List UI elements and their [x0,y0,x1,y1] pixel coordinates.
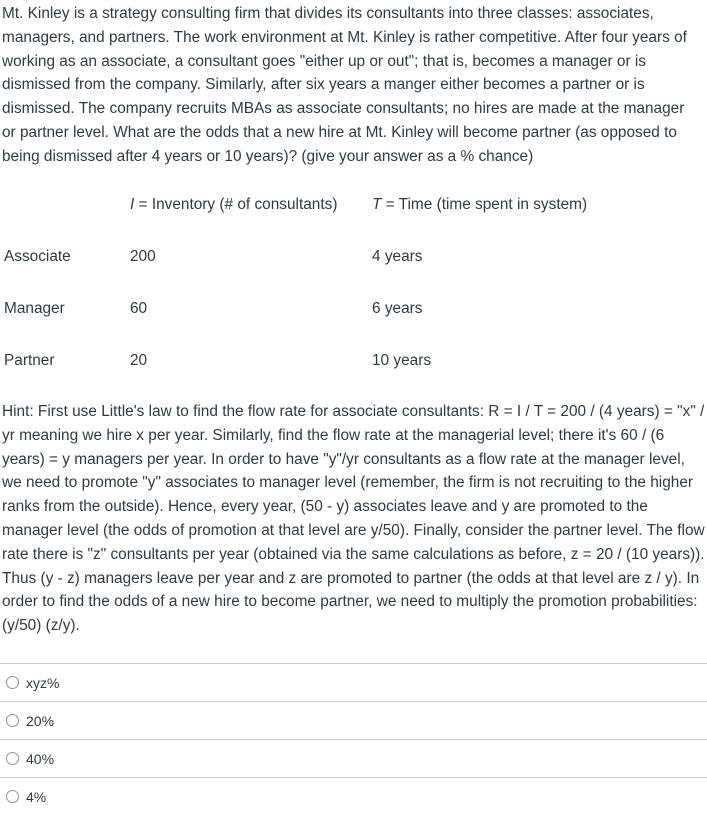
question-text: Mt. Kinley is a strategy consulting firm that divides its consultants into three classes: associates, managers, and partners. The work environment at Mt. Kinley is rather competitive. After four years of working as an associate, a consultant goes "either up or out"; that is, becomes a manager or is dismissed from the company. Similarly, after six years a manger either becomes a partner or is dismissed. The company recruits MBAs as associate consultants; no hires are made at the manager or partner level. What are the odds that a new hire at Mt. Kinley will become partner (as opposed to being dismissed after 4 years or 10 years)? (give your answer as a % chance) [2,5,687,165]
time-symbol: T [372,196,382,213]
answer-option-1[interactable] [0,663,707,701]
answer-option-2[interactable] [0,701,707,739]
table-row [2,348,702,374]
row-inventory: 60 [130,300,148,317]
data-table [2,192,702,369]
answer-label: 20% [26,712,55,729]
radio-button[interactable] [6,790,19,803]
header-inventory [130,192,337,218]
answer-label: xyz% [26,674,60,691]
row-time: 10 years [372,352,432,369]
row-time: 6 years [372,300,423,317]
row-level: Manager [4,300,65,317]
table-header [2,192,702,220]
answer-label: 40% [26,750,55,767]
time-description: = Time (time spent in system) [381,196,588,213]
row-level: Associate [4,248,71,265]
table-row [2,244,702,270]
inventory-description: = Inventory (# of consultants) [134,196,338,213]
row-inventory: 20 [130,352,148,369]
radio-button[interactable] [6,714,19,727]
hint-text: Hint: First use Little's law to find the flow rate for associate consultants: R = I / T = 200 / (4 years) = "x" / yr meaning we hire x per year. Similarly, find the flow rate at the managerial level; there it's 60 / (6 years) = y managers per year. In order to have "y"/yr consultants as a flow rate at the manager level, we need to promote "y" associates to manager level (remember, the firm is not recruiting to the higher ranks from the outside). Hence, every year, (50 - y) associates leave and y are promoted to the manager level (the odds of promotion at that level are y/50). Finally, consider the partner level. The flow rate there is "z" consultants per year (obtained via the same calculations as before, z = 20 / (10 years)). Thus (y - z) managers leave per year and z are promoted to partner (the odds at that level are z / y). In order to find the odds of a new hire to become partner, we need to multiply the promotion probabilities: (y/50) (z/y). [2,403,705,635]
answer-option-3[interactable] [0,739,707,777]
row-time: 4 years [372,248,423,265]
table-row [2,296,702,322]
row-level: Partner [4,352,55,369]
inventory-symbol: I [130,196,135,213]
answer-option-4[interactable] [0,777,707,815]
radio-button[interactable] [6,676,19,689]
row-inventory: 200 [130,248,156,265]
answer-label: 4% [26,788,47,805]
radio-button[interactable] [6,752,19,765]
header-time [372,192,587,218]
answer-list [0,663,707,815]
